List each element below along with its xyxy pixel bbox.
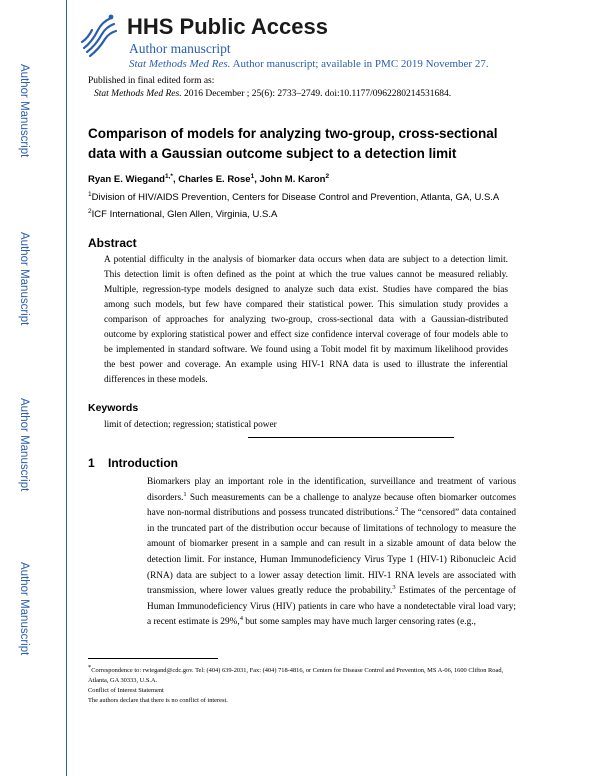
paper-title: Comparison of models for analyzing two-group, cross-sectional data with a Gaussian outcome subject to a detection limit (88, 126, 498, 161)
author-name: John M. Karon (259, 174, 326, 185)
citation-journal: Stat Methods Med Res. (129, 58, 231, 70)
introduction-heading: Introduction (108, 456, 178, 470)
intro-text: The “censored” data contained in the truncated part of the distribution occur because of limitations of technology to measure the amount of biomarker present in a sample and can result in a sizable amount of data below the detection limit. For instance, Human Immunodeficiency Virus Type 1 (HIV-1) Ribonucleic Acid (RNA) data are subject to a lower assay detection limit. HIV-1 RNA levels are associated with transmission, where lower values greatly reduce the probability. (147, 508, 517, 597)
published-citation (94, 89, 451, 99)
side-label-author-manuscript: Author Manuscript (18, 562, 30, 656)
section-divider (248, 437, 454, 438)
author-affiliation-mark: 2 (325, 172, 330, 180)
keywords-heading: Keywords (88, 402, 139, 414)
citation-ref: 2 (394, 506, 399, 514)
abstract-heading: Abstract (88, 236, 137, 250)
introduction-paragraph (147, 475, 516, 631)
abstract-body: A potential difficulty in the analysis of biomarker data occurs when data are subject to a detection limit. This detection limit is often defined as the point at which the true values cannot be measured reliably. Multiple, regression-type models designed to analyze such data exist. Studies have compared the bias among such models, but few have compared their statistical power. This simulation study provides a comparison of approaches for analyzing two-group, cross-sectional data with a Gaussian-distributed outcome by exploring statistical power and effect size confidence interval coverage of four models able to be implemented in standard software. We found using a Tobit model fit by maximum likelihood provides the best power and coverage. An example using HIV-1 RNA data is used to illustrate the inferential differences in these models. (104, 255, 508, 385)
manuscript-availability-citation (129, 58, 489, 70)
intro-text: Estimates of the percentage of Human Immunodeficiency Virus (HIV) patients in care who have a nondetectable viral load vary; a recent estimate is 29%, (147, 586, 517, 628)
published-details: 2016 December ; 25(6): 2733–2749. doi:10.1177/0962280214531684. (181, 89, 452, 99)
footnote-star: * (88, 663, 92, 671)
affiliation-text: ICF International, Glen Allen, Virginia, U.S.A (91, 209, 278, 220)
hhs-eagle-icon (78, 12, 118, 60)
citation-availability: Author manuscript; available in PMC 2019 November 27. (230, 58, 489, 70)
correspondence-footnote (88, 663, 518, 685)
citation-ref: 4 (239, 615, 243, 623)
side-label-author-manuscript: Author Manuscript (18, 398, 30, 492)
correspondence-text: Correspondence to: rwiegand@cdc.gov. Tel: (404) 639-2031, Fax: (404) 718-4816, or Centers for Disease Control and Prevention, MS A-06, 1600 Clifton Road, Atlanta, GA 30333, U.S.A. (88, 667, 504, 684)
citation-ref: 1 (183, 490, 187, 498)
published-in-label: Published in final edited form as: (88, 76, 215, 86)
author-name: Ryan E. Wiegand (88, 174, 165, 185)
author-manuscript-label: Author manuscript (129, 41, 231, 56)
affiliation-text: Division of HIV/AIDS Prevention, Centers for Disease Control and Prevention, Atlanta, GA, U.S.A (91, 192, 500, 203)
affiliation (88, 192, 499, 203)
conflict-of-interest-text: The authors declare that there is no conflict of interest. (88, 697, 228, 704)
affiliation-mark: 1 (88, 190, 92, 198)
author-affiliation-mark: 1,* (164, 172, 173, 180)
hhs-public-access-title: HHS Public Access (127, 14, 328, 39)
footnote-divider (88, 658, 218, 659)
side-label-author-manuscript: Author Manuscript (18, 232, 30, 326)
published-journal: Stat Methods Med Res. (94, 89, 182, 99)
intro-text: but some samples may have much larger censoring rates (e.g., (242, 617, 476, 628)
affiliation (88, 209, 277, 220)
author-list: Ryan E. Wiegand$^{1,*}$, Charles E. Rose$^1$, John M. Karon$^2$ (88, 172, 330, 185)
intro-text: Biomarkers play an important role in the identification, surveillance and treatment of various disorders. (147, 477, 516, 503)
side-label-author-manuscript: Author Manuscript (18, 64, 30, 158)
keywords-list: limit of detection; regression; statistical power (104, 420, 277, 430)
intro-text: Such measurements can be a challenge to analyze because often biomarker outcomes have non-normal distributions and possess truncated distributions. (147, 492, 516, 519)
author-name: Charles E. Rose (178, 174, 251, 185)
affiliation-mark: 2 (88, 207, 92, 215)
conflict-of-interest-heading: Conflict of Interest Statement (88, 687, 164, 694)
header-divider-line (66, 0, 67, 776)
author-affiliation-mark: 1 (250, 172, 255, 180)
section-number: 1 (88, 456, 95, 470)
citation-ref: 3 (392, 584, 396, 592)
